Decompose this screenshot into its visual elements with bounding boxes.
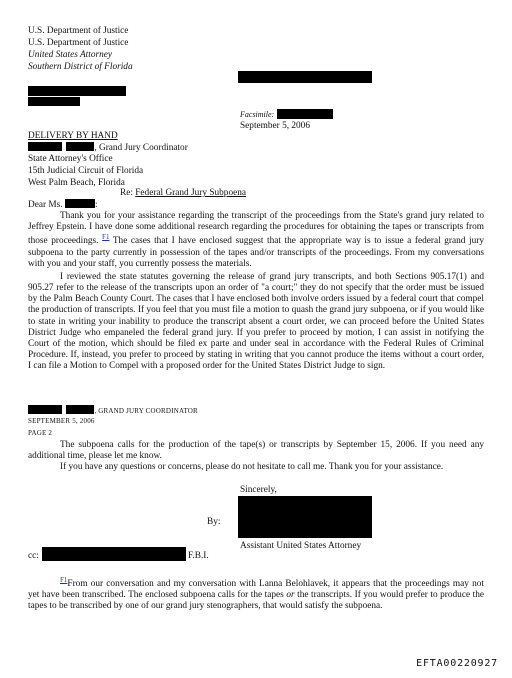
closing-by: By: — [207, 517, 221, 527]
recipient-office: State Attorney's Office — [28, 154, 113, 164]
cc-suffix: F.B.I. — [188, 551, 209, 561]
re-label: Re: — [120, 188, 133, 198]
redaction-box — [42, 547, 186, 561]
redaction-box — [238, 71, 372, 83]
footnote: $^{F1}$From our conversation and my conversation with Lanna Belohlavek, it appears that the proceedings may not yet have been transcribed. The enclosed subpoena calls for the tapes or the transcripts. If you would prefer to produce the tapes to be transcribed by one of our grand jury stenographers, that would satisfy the subpoena. — [28, 576, 484, 612]
re-subject: Federal Grand Jury Subpoena — [135, 188, 247, 198]
redaction-box — [28, 405, 62, 414]
recipient-circuit: 15th Judicial Circuit of Florida — [28, 166, 144, 176]
running-header-date: SEPTEMBER 5, 2006 — [28, 417, 95, 425]
redaction-box — [28, 86, 126, 96]
recipient-title: , Grand Jury Coordinator — [94, 143, 188, 153]
footnote-link[interactable]: F1 — [102, 233, 110, 242]
delivery-line: DELIVERY BY HAND — [28, 131, 118, 141]
redaction-box — [66, 405, 94, 414]
salutation — [28, 199, 98, 211]
salutation-text: Dear Ms. — [28, 200, 63, 210]
closing-sincerely: Sincerely, — [240, 485, 277, 495]
running-header-page: PAGE 2 — [28, 429, 53, 437]
letterhead-line-4: Southern District of Florida — [28, 62, 133, 72]
letterhead-line-2: U.S. Department of Justice — [28, 38, 129, 48]
salutation-colon: : — [94, 200, 98, 210]
letterhead-line-1: U.S. Department of Justice — [28, 26, 129, 36]
signer-title: Assistant United States Attorney — [240, 541, 362, 551]
redaction-box — [66, 142, 94, 151]
re-line — [120, 188, 246, 199]
redaction-box — [28, 97, 80, 106]
body-paragraph-3: The subpoena calls for the production of the tape(s) or transcripts by September 15, 2006. If you need any additional time, please let me know. — [28, 440, 484, 462]
bates-number: EFTA00220927 — [416, 658, 498, 669]
letter-date: September 5, 2006 — [240, 121, 310, 131]
cc-label: cc: — [28, 551, 39, 561]
recipient-city: West Palm Beach, Florida — [28, 178, 125, 188]
body-paragraph-2: I reviewed the state statutes governing the release of grand jury transcripts, and both Sections 905.17(1) and 905.27 refer to the release of the transcripts upon an order of "a court;" they do not specify that the order must be issued by the Palm Beach County Court. The cases that I have enclosed both involve orders issued by a federal court that compel the production of transcripts. If you feel that you must file a motion to quash the grand jury subpoena, or if you would like to state in writing your inability to produce the transcript absent a court order, we can proceed before the United States District Judge who empaneled the federal grand jury. If you prefer to proceed by motion, I can assist in notifying the Court of the motion, which should be filed ex parte and under seal in accordance with the Federal Rules of Criminal Procedure. If, instead, you prefer to proceed by stating in writing that you cannot produce the items without a court order, I can file a Motion to Compel with a proposed order for the United States District Judge to sign. — [28, 272, 484, 372]
body-paragraph-4: If you have any questions or concerns, please do not hesitate to call me. Thank you for your assistance. — [60, 462, 444, 472]
body-paragraph-1: Thank you for your assistance regarding the transcript of the proceedings from the State's grand jury related to Jeffrey Epstein. I have done some additional research regarding the procedures for obtaining the tapes or transcripts from those proceedings. $^{F1}$ The cases that I have enclosed suggest that the appropriate way is to issue a federal grand jury subpoena to the party currently in possession of the tapes and/or transcripts of the proceedings. From my conversations with you and your staff, you currently possess the materials. — [28, 211, 484, 269]
footnote-marker[interactable]: F1 — [60, 576, 68, 584]
redaction-box — [65, 199, 95, 208]
redaction-box — [28, 142, 62, 151]
signature-redaction — [238, 496, 372, 538]
recipient-name-line — [28, 142, 188, 154]
letterhead-line-3: United States Attorney — [28, 50, 113, 60]
facsimile-label: Facsimile: — [240, 110, 275, 119]
running-header-title: , GRAND JURY COORDINATOR — [28, 405, 198, 417]
redaction-box — [277, 109, 333, 119]
